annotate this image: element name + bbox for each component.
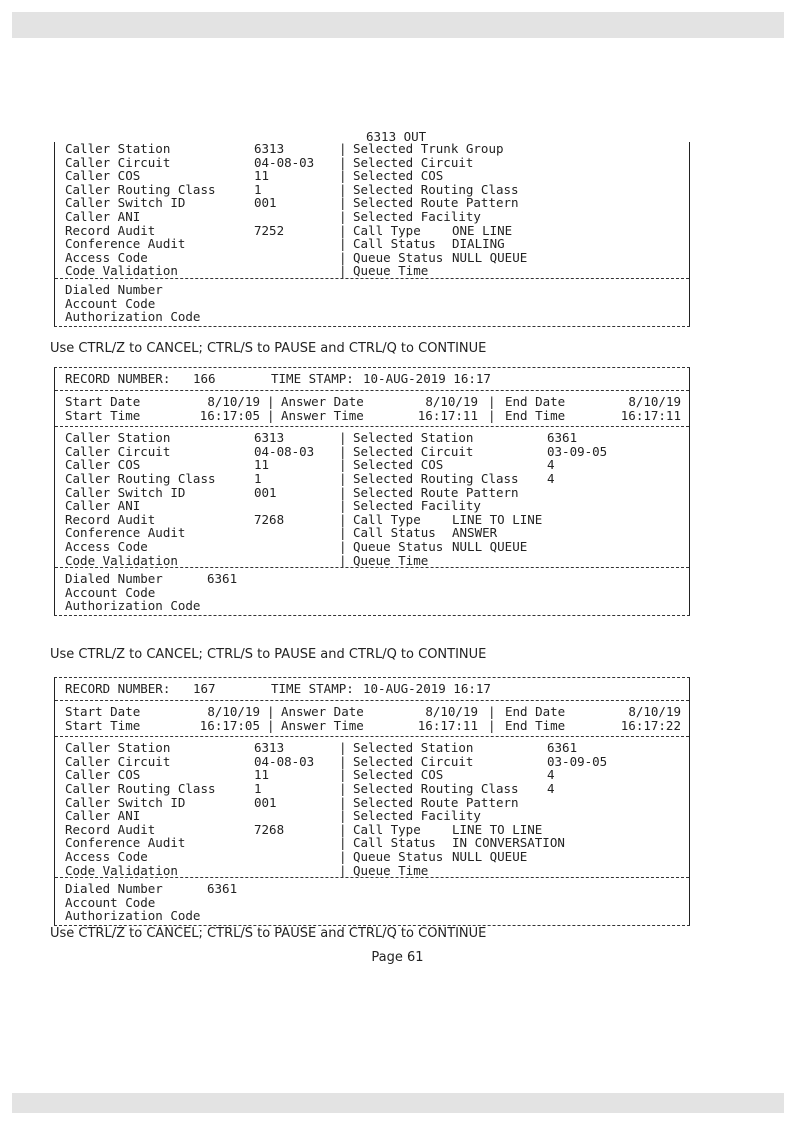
field-row	[55, 823, 689, 837]
time-label: Answer Date	[281, 394, 364, 409]
column-separator: |	[339, 195, 347, 211]
selected-field-value: NULL QUEUE	[452, 538, 528, 554]
field-row	[55, 458, 689, 472]
selected-field-label: Queue Time	[353, 263, 429, 279]
selected-field-value: IN CONVERSATION	[452, 835, 565, 851]
field-row	[55, 782, 689, 796]
selected-field-label: Selected Routing Class	[353, 181, 519, 197]
column-separator: |	[339, 821, 347, 837]
column-separator: |	[339, 808, 347, 824]
time-value: 16:17:11	[417, 407, 478, 423]
caller-field-label: Record Audit	[65, 222, 156, 238]
time-label: End Time	[505, 717, 566, 733]
column-separator: |	[339, 181, 347, 197]
time-value: 8/10/19	[628, 704, 681, 719]
time-label: Answer Time	[281, 717, 364, 733]
field-row	[55, 251, 689, 265]
caller-field-value: 6313	[254, 141, 285, 156]
caller-field-value: 6313	[254, 740, 285, 756]
time-row	[55, 409, 689, 423]
caller-field-value: 04-08-03	[254, 443, 315, 459]
selected-field-label: Selected Facility	[353, 808, 481, 824]
caller-field-value: 7268	[254, 511, 285, 527]
field-row	[55, 142, 689, 156]
caller-field-label: Caller Switch ID	[65, 484, 186, 500]
time-value: 16:17:11	[620, 407, 681, 423]
caller-field-label: Caller Routing Class	[65, 181, 216, 197]
caller-field-label: Caller Circuit	[65, 443, 171, 459]
code-field-label: Authorization Code	[65, 908, 201, 924]
caller-field-value: 1	[254, 780, 262, 796]
selected-field-label: Selected COS	[353, 767, 444, 783]
time-label: Start Time	[65, 407, 141, 423]
field-row	[55, 513, 689, 527]
selected-field-label: Call Type	[353, 222, 421, 238]
selected-field-label: Queue Status	[353, 249, 444, 265]
selected-field-label: Call Status	[353, 835, 436, 851]
field-row	[55, 237, 689, 251]
time-label: Start Date	[65, 704, 141, 719]
code-field-label: Dialed Number	[65, 571, 163, 587]
record-3	[54, 677, 690, 926]
caller-field-value: 04-08-03	[254, 753, 315, 769]
column-separator: |	[339, 249, 347, 265]
column-separator: |	[339, 862, 347, 878]
time-value: 8/10/19	[207, 704, 260, 719]
record-times	[54, 390, 690, 426]
column-separator: |	[339, 498, 347, 514]
selected-field-label: Selected COS	[353, 457, 444, 473]
caller-field-value: 11	[254, 767, 270, 783]
field-row	[55, 445, 689, 459]
selected-field-label: Selected Circuit	[353, 154, 474, 170]
caller-field-label: Record Audit	[65, 821, 156, 837]
field-row	[55, 540, 689, 554]
column-separator: |	[339, 457, 347, 473]
selected-field-label: Selected Station	[353, 740, 474, 756]
selected-field-value: ANSWER	[452, 525, 498, 541]
selected-field-value: LINE TO LINE	[452, 511, 543, 527]
selected-field-value: NULL QUEUE	[452, 249, 528, 265]
code-row	[55, 896, 689, 910]
caller-field-value: 001	[254, 794, 277, 810]
selected-field-label: Selected Route Pattern	[353, 794, 519, 810]
caller-field-label: Access Code	[65, 249, 148, 265]
caller-field-label: Caller Station	[65, 141, 171, 156]
record-number-label: RECORD NUMBER:	[65, 371, 171, 386]
selected-field-value: 4	[547, 767, 555, 783]
column-separator: |	[339, 484, 347, 500]
caller-field-label: Caller Station	[65, 740, 171, 756]
selected-field-label: Selected Circuit	[353, 753, 474, 769]
selected-field-value: 03-09-05	[547, 753, 608, 769]
caller-field-label: Caller ANI	[65, 208, 141, 224]
selected-field-value: 6361	[547, 740, 578, 756]
caller-field-label: Code Validation	[65, 862, 178, 878]
time-label: Answer Date	[281, 704, 364, 719]
caller-field-value: 7252	[254, 222, 285, 238]
record-1-main	[54, 142, 690, 278]
time-row	[55, 719, 689, 733]
selected-field-label: Queue Status	[353, 848, 444, 864]
time-value: 16:17:05	[199, 407, 260, 423]
column-separator: |	[339, 470, 347, 486]
record-2-bottom	[54, 567, 690, 615]
record-times	[54, 700, 690, 736]
selected-field-label: Selected Route Pattern	[353, 195, 519, 211]
code-row	[55, 572, 689, 586]
column-separator: |	[339, 154, 347, 170]
selected-field-value: LINE TO LINE	[452, 821, 543, 837]
caller-field-label: Caller COS	[65, 457, 141, 473]
selected-field-value: 4	[547, 457, 555, 473]
caller-field-label: Code Validation	[65, 552, 178, 568]
selected-field-label: Call Status	[353, 525, 436, 541]
time-label: End Time	[505, 407, 566, 423]
caller-field-value: 7268	[254, 821, 285, 837]
code-row	[55, 283, 689, 297]
field-row	[55, 755, 689, 769]
time-row	[55, 395, 689, 409]
code-field-label: Authorization Code	[65, 598, 201, 614]
field-row	[55, 169, 689, 183]
column-separator: |	[339, 168, 347, 184]
field-row	[55, 850, 689, 864]
column-separator: |	[339, 208, 347, 224]
field-row	[55, 183, 689, 197]
field-row	[55, 210, 689, 224]
column-separator: |	[339, 236, 347, 252]
caller-field-label: Caller ANI	[65, 498, 141, 514]
selected-field-value: NULL QUEUE	[452, 848, 528, 864]
column-separator: |	[339, 263, 347, 279]
timestamp-label: TIME STAMP:	[271, 681, 354, 696]
caller-field-value: 1	[254, 181, 262, 197]
out-label: 6313 OUT	[366, 129, 427, 144]
selected-field-value: 6361	[547, 430, 578, 446]
time-value: 8/10/19	[207, 394, 260, 409]
caller-field-label: Caller Switch ID	[65, 195, 186, 211]
time-value: 8/10/19	[425, 394, 478, 409]
timestamp: 10-AUG-2019 16:17	[363, 371, 491, 386]
time-value: 8/10/19	[425, 704, 478, 719]
control-hint-3: Use CTRL/Z to CANCEL; CTRL/S to PAUSE and CTRL/Q to CONTINUE	[50, 926, 487, 941]
selected-field-value: 4	[547, 470, 555, 486]
scan-top-band	[12, 12, 784, 38]
field-row	[55, 196, 689, 210]
selected-field-label: Queue Status	[353, 538, 444, 554]
selected-field-label: Call Type	[353, 511, 421, 527]
field-row	[55, 768, 689, 782]
caller-field-value: 1	[254, 470, 262, 486]
code-field-label: Account Code	[65, 894, 156, 910]
column-separator: |	[339, 538, 347, 554]
timestamp: 10-AUG-2019 16:17	[363, 681, 491, 696]
selected-field-label: Selected Station	[353, 430, 474, 446]
selected-field-value: DIALING	[452, 236, 505, 252]
selected-field-label: Selected Routing Class	[353, 780, 519, 796]
selected-field-label: Selected Route Pattern	[353, 484, 519, 500]
column-separator: |	[339, 141, 347, 156]
caller-field-label: Caller Routing Class	[65, 780, 216, 796]
caller-field-value: 001	[254, 195, 277, 211]
record-number-label: RECORD NUMBER:	[65, 681, 171, 696]
code-field-label: Account Code	[65, 584, 156, 600]
code-row	[55, 586, 689, 600]
record-1-bottom	[54, 278, 690, 326]
code-row	[55, 882, 689, 896]
column-separator: |	[267, 394, 275, 409]
time-row	[55, 705, 689, 719]
caller-field-label: Record Audit	[65, 511, 156, 527]
field-row	[55, 431, 689, 445]
selected-field-value: 03-09-05	[547, 443, 608, 459]
caller-field-value: 6313	[254, 430, 285, 446]
caller-field-label: Conference Audit	[65, 835, 186, 851]
caller-field-label: Caller Circuit	[65, 154, 171, 170]
caller-field-value: 11	[254, 168, 270, 184]
time-label: End Date	[505, 394, 566, 409]
column-separator: |	[488, 407, 496, 423]
record-1	[54, 130, 690, 327]
time-value: 16:17:22	[620, 717, 681, 733]
record-number: 166	[193, 371, 216, 386]
selected-field-label: Selected Circuit	[353, 443, 474, 459]
column-separator: |	[488, 717, 496, 733]
selected-field-label: Queue Time	[353, 552, 429, 568]
time-value: 16:17:05	[199, 717, 260, 733]
code-row	[55, 909, 689, 923]
column-separator: |	[339, 525, 347, 541]
record-header	[54, 368, 690, 390]
field-row	[55, 554, 689, 568]
column-separator: |	[339, 767, 347, 783]
code-row	[55, 310, 689, 324]
column-separator: |	[339, 222, 347, 238]
code-field-label: Dialed Number	[65, 881, 163, 897]
code-row	[55, 599, 689, 613]
selected-field-label: Call Status	[353, 236, 436, 252]
column-separator: |	[339, 753, 347, 769]
field-row	[55, 809, 689, 823]
control-hint-2: Use CTRL/Z to CANCEL; CTRL/S to PAUSE and CTRL/Q to CONTINUE	[50, 647, 487, 662]
caller-field-value: 11	[254, 457, 270, 473]
caller-field-value: 001	[254, 484, 277, 500]
selected-field-label: Selected Routing Class	[353, 470, 519, 486]
code-field-label: Dialed Number	[65, 281, 163, 297]
caller-field-value: 04-08-03	[254, 154, 315, 170]
record-3-main	[54, 736, 690, 877]
column-separator: |	[339, 443, 347, 459]
divider	[54, 615, 690, 616]
field-row	[55, 499, 689, 513]
column-separator: |	[339, 511, 347, 527]
field-row	[55, 486, 689, 500]
column-separator: |	[339, 794, 347, 810]
time-label: Answer Time	[281, 407, 364, 423]
caller-field-label: Caller Circuit	[65, 753, 171, 769]
record-3-bottom	[54, 877, 690, 925]
record-2	[54, 367, 690, 616]
field-row	[55, 864, 689, 878]
code-row	[55, 297, 689, 311]
record-header	[54, 678, 690, 700]
caller-field-label: Conference Audit	[65, 236, 186, 252]
caller-field-label: Caller Routing Class	[65, 470, 216, 486]
caller-field-label: Caller COS	[65, 168, 141, 184]
field-row	[55, 156, 689, 170]
column-separator: |	[488, 394, 496, 409]
selected-field-label: Queue Time	[353, 862, 429, 878]
selected-field-label: Selected Facility	[353, 498, 481, 514]
field-row	[55, 526, 689, 540]
caller-field-label: Access Code	[65, 538, 148, 554]
selected-field-value: 4	[547, 780, 555, 796]
selected-field-value: ONE LINE	[452, 222, 513, 238]
column-separator: |	[339, 430, 347, 446]
caller-field-label: Conference Audit	[65, 525, 186, 541]
column-separator: |	[339, 780, 347, 796]
selected-field-label: Selected Trunk Group	[353, 141, 504, 156]
time-value: 16:17:11	[417, 717, 478, 733]
code-field-label: Account Code	[65, 295, 156, 311]
control-hint-1: Use CTRL/Z to CANCEL; CTRL/S to PAUSE and CTRL/Q to CONTINUE	[50, 341, 487, 356]
time-label: Start Time	[65, 717, 141, 733]
field-row	[55, 796, 689, 810]
caller-field-label: Access Code	[65, 848, 148, 864]
column-separator: |	[488, 704, 496, 719]
code-field-label: Authorization Code	[65, 309, 201, 325]
timestamp-label: TIME STAMP:	[271, 371, 354, 386]
column-separator: |	[267, 704, 275, 719]
selected-field-label: Selected Facility	[353, 208, 481, 224]
field-row	[55, 224, 689, 238]
column-separator: |	[339, 552, 347, 568]
caller-field-label: Caller ANI	[65, 808, 141, 824]
column-separator: |	[339, 835, 347, 851]
column-separator: |	[339, 848, 347, 864]
field-row	[55, 836, 689, 850]
caller-field-label: Caller COS	[65, 767, 141, 783]
record-number: 167	[193, 681, 216, 696]
time-label: Start Date	[65, 394, 141, 409]
column-separator: |	[339, 740, 347, 756]
page-number: Page 61	[371, 950, 424, 965]
time-value: 8/10/19	[628, 394, 681, 409]
scan-bottom-band	[12, 1093, 784, 1113]
field-row	[55, 472, 689, 486]
field-row	[55, 264, 689, 278]
code-field-value: 6361	[207, 571, 238, 587]
caller-field-label: Caller Switch ID	[65, 794, 186, 810]
caller-field-label: Caller Station	[65, 430, 171, 446]
selected-field-label: Call Type	[353, 821, 421, 837]
divider	[54, 326, 690, 327]
column-separator: |	[267, 717, 275, 733]
time-label: End Date	[505, 704, 566, 719]
field-row	[55, 741, 689, 755]
record-2-main	[54, 426, 690, 567]
code-field-value: 6361	[207, 881, 238, 897]
caller-field-label: Code Validation	[65, 263, 178, 279]
column-separator: |	[267, 407, 275, 423]
selected-field-label: Selected COS	[353, 168, 444, 184]
